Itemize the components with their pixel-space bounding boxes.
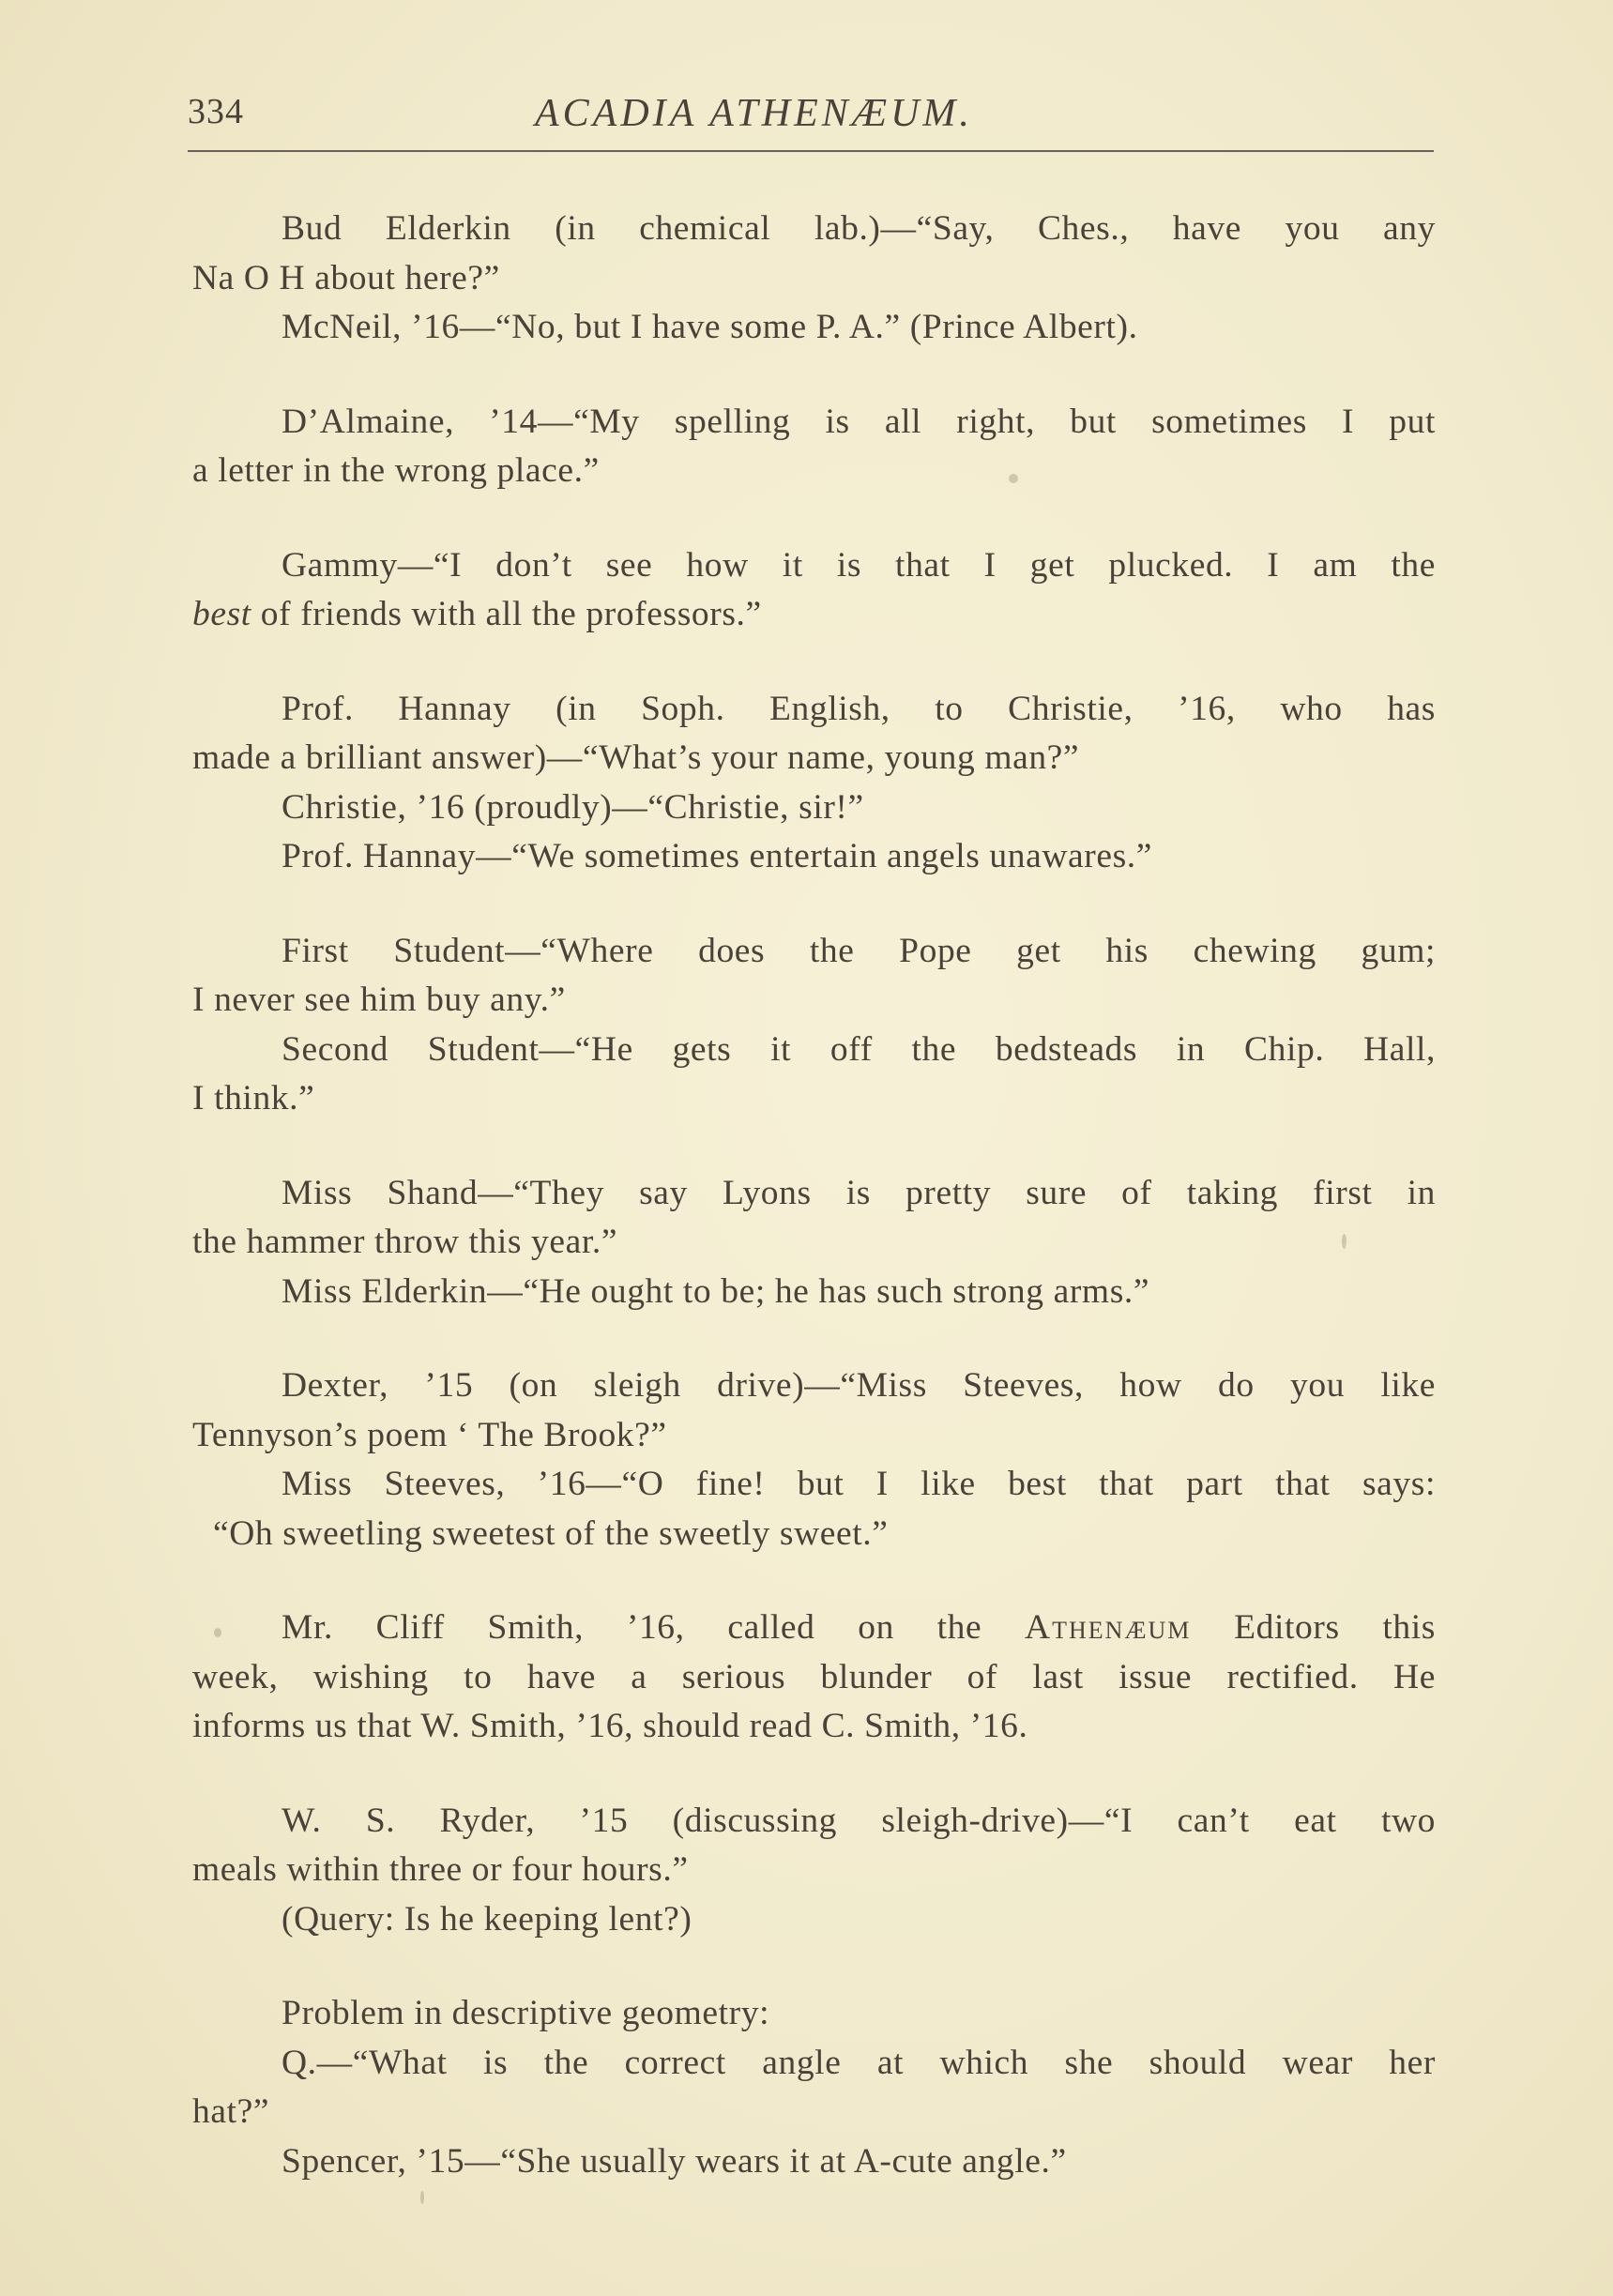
- text-run: Mr. Cliff Smith, ’16, called on the: [282, 1608, 1025, 1647]
- text-line: week, wishing to have a serious blunder of last issue rectified. He: [192, 1657, 1436, 1696]
- text-line: Prof. Hannay—“We sometimes entertain angels unawares.”: [282, 837, 1153, 875]
- text-line: Tennyson’s poem ‘ The Brook?”: [192, 1415, 667, 1454]
- paragraph: [192, 1989, 1436, 2186]
- text-line: Na O H about here?”: [192, 258, 500, 297]
- header-rule: [188, 150, 1434, 152]
- text-run: of friends with all the professors.”: [251, 595, 762, 633]
- paper-spot: [214, 1628, 221, 1637]
- text-line: Christie, ’16 (proudly)—“Christie, sir!”: [282, 787, 864, 827]
- text-line: Problem in descriptive geometry:: [282, 1994, 770, 2032]
- paragraph: [192, 685, 1436, 882]
- text-line: made a brilliant answer)—“What’s your name, young man?”: [192, 738, 1080, 777]
- paragraph: [192, 541, 1436, 640]
- text-line: informs us that W. Smith, ’16, should read C. Smith, ’16.: [192, 1707, 1028, 1745]
- paper-spot: [1342, 1234, 1347, 1249]
- text-line: hat?”: [192, 2092, 270, 2131]
- text-line: [192, 1604, 1436, 1653]
- body-text: [192, 205, 1436, 2231]
- text-line: Dexter, ’15 (on sleigh drive)—“Miss Steeves, how do you like: [282, 1366, 1436, 1405]
- text-line: [192, 590, 1436, 640]
- text-line: Miss Elderkin—“He ought to be; he has such strong arms.”: [282, 1271, 1150, 1311]
- paper-spot: [1009, 474, 1018, 483]
- paragraph: [192, 1169, 1436, 1317]
- text-line: I think.”: [192, 1079, 315, 1118]
- italic-word: best: [192, 595, 251, 633]
- paper-spot: [420, 2191, 424, 2204]
- paragraph: [192, 205, 1436, 353]
- text-line: Prof. Hannay (in Soph. English, to Christie, ’16, who has: [282, 689, 1436, 728]
- paragraph: [192, 398, 1436, 496]
- small-caps-word: Athenæum: [1025, 1608, 1192, 1647]
- text-line: Gammy—“I don’t see how it is that I get plucked. I am the: [282, 545, 1436, 585]
- text-line: Q.—“What is the correct angle at which she should wear her: [282, 2043, 1436, 2082]
- paragraph: [192, 1361, 1436, 1559]
- text-line: D’Almaine, ’14—“My spelling is all right, but sometimes I put: [282, 402, 1436, 441]
- paragraph: [192, 1604, 1436, 1752]
- text-line: the hammer throw this year.”: [192, 1223, 618, 1261]
- text-line: Second Student—“He gets it off the bedsteads in Chip. Hall,: [282, 1029, 1436, 1069]
- text-run: Editors this: [1191, 1608, 1436, 1647]
- text-line: I never see him buy any.”: [192, 981, 566, 1019]
- text-line: meals within three or four hours.”: [192, 1850, 689, 1889]
- text-line: Miss Steeves, ’16—“O fine! but I like best that part that says:: [282, 1465, 1436, 1503]
- running-title: ACADIA ATHENÆUM.: [535, 92, 973, 135]
- text-line: First Student—“Where does the Pope get his chewing gum;: [282, 931, 1436, 970]
- text-line: a letter in the wrong place.”: [192, 451, 600, 490]
- text-line: Spencer, ’15—“She usually wears it at A-cute angle.”: [282, 2141, 1067, 2181]
- text-line: “Oh sweetling sweetest of the sweetly sweet.”: [213, 1513, 889, 1553]
- text-line: Bud Elderkin (in chemical lab.)—“Say, Ches., have you any: [282, 209, 1436, 248]
- page-number: 334: [188, 92, 244, 131]
- text-line: (Query: Is he keeping lent?): [282, 1899, 692, 1939]
- text-line: McNeil, ’16—“No, but I have some P. A.” (Prince Albert).: [282, 308, 1138, 346]
- text-line: Miss Shand—“They say Lyons is pretty sure of taking first in: [282, 1173, 1436, 1212]
- paragraph: [192, 927, 1436, 1124]
- page-header: [188, 89, 1434, 145]
- paragraph: [192, 1797, 1436, 1945]
- text-line: W. S. Ryder, ’15 (discussing sleigh-drive)—“I can’t eat two: [282, 1801, 1436, 1840]
